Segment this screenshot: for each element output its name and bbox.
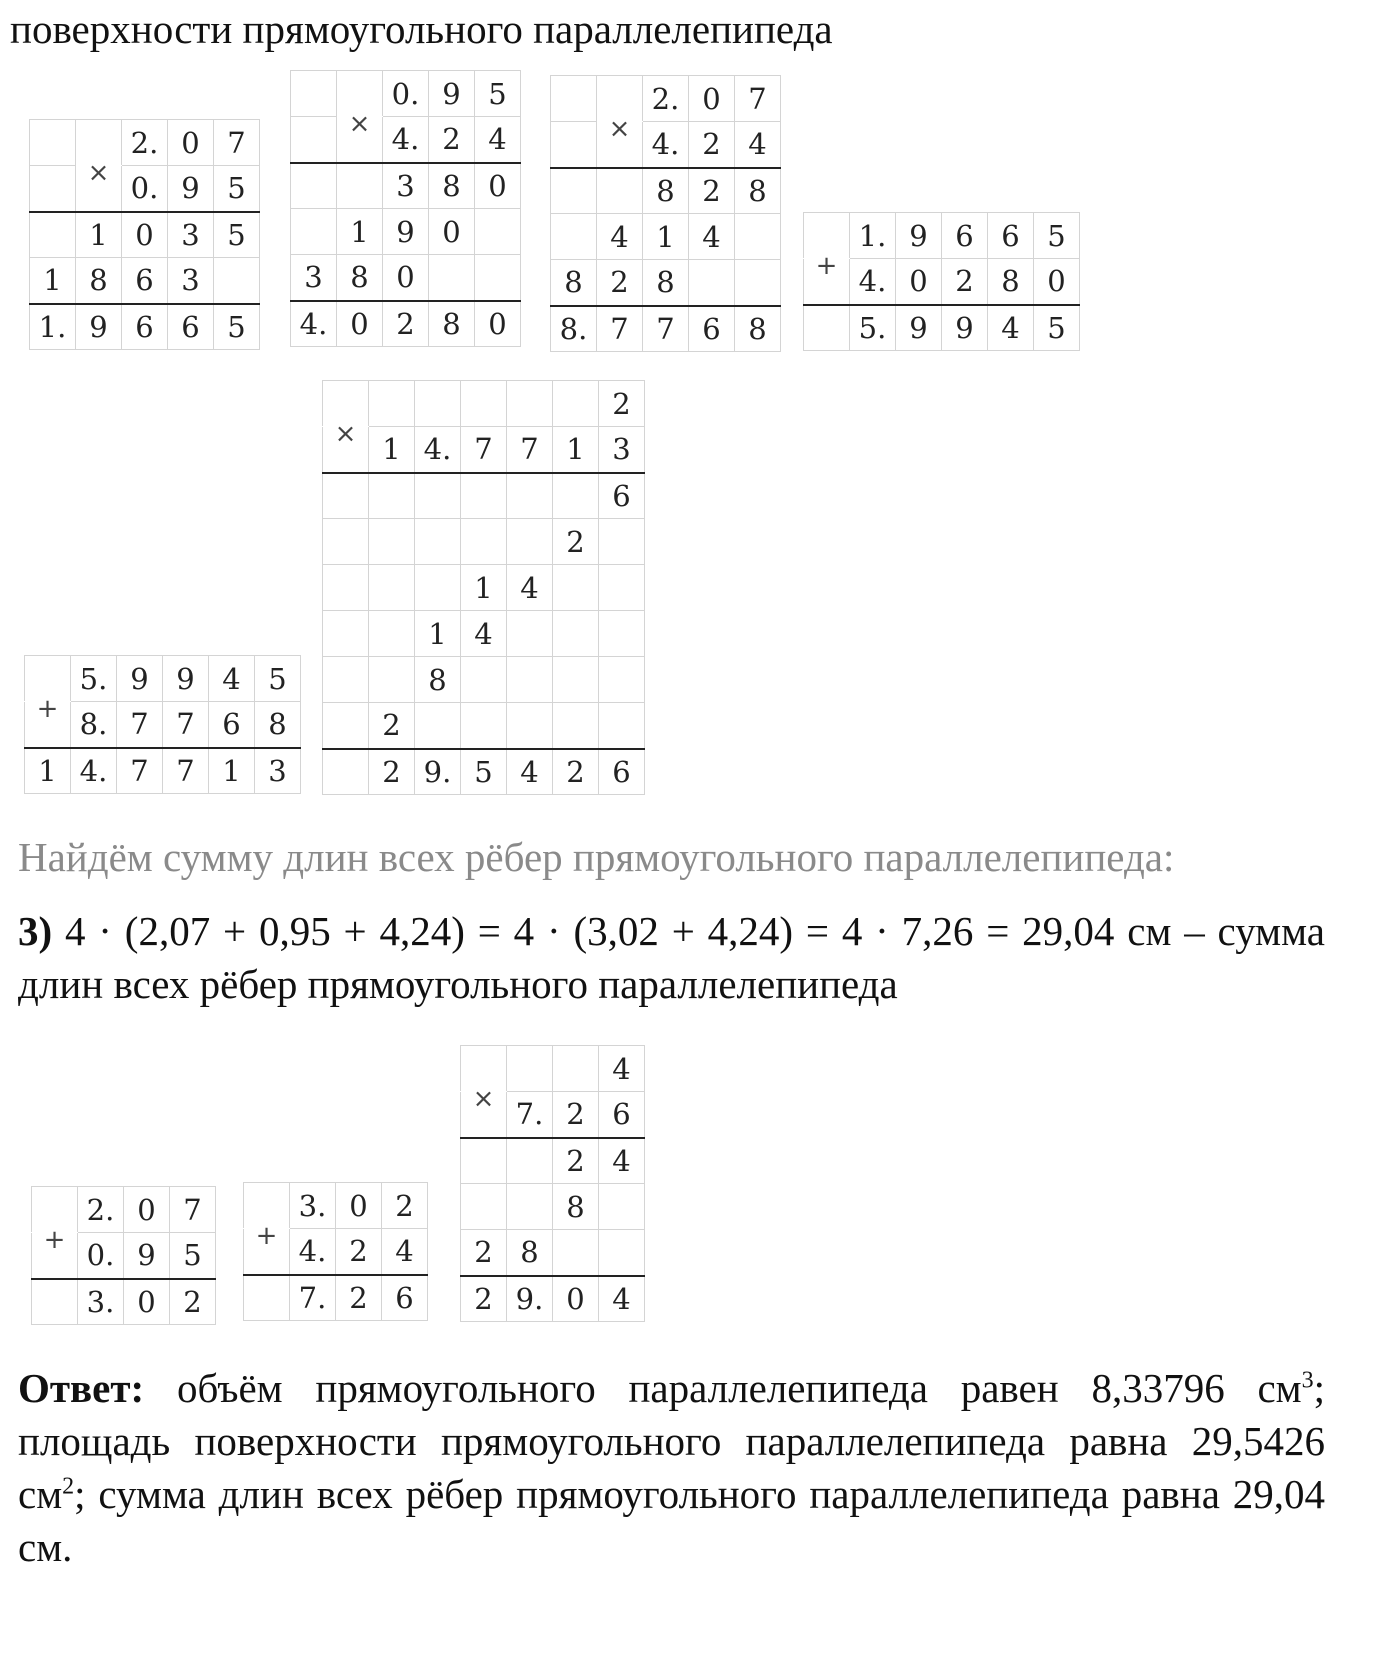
grid-cell: 7. [290, 1275, 336, 1321]
grid-cell: 4. [850, 259, 896, 305]
grid-cell: 9 [76, 304, 122, 350]
grid-cell: 4. [291, 301, 337, 347]
grid-cell [553, 1230, 599, 1276]
grid-cell: 9 [383, 209, 429, 255]
grid-cell: 6 [599, 473, 645, 519]
grid-row [30, 304, 260, 350]
grid-cell: 7 [507, 427, 553, 473]
grid-cell: 9 [896, 305, 942, 351]
grid-cell [599, 703, 645, 749]
grid-cell [599, 1184, 645, 1230]
grid-cell [507, 703, 553, 749]
grid-cell: 4. [643, 122, 689, 168]
grid-cell: 2 [689, 168, 735, 214]
grid-cell [337, 163, 383, 209]
grid-cell: 1. [30, 304, 76, 350]
grid-cell: 3 [255, 748, 301, 794]
grid-cell [369, 473, 415, 519]
grid-cell [599, 657, 645, 703]
grid-cell [597, 168, 643, 214]
grid-cell: 5 [214, 212, 260, 258]
grid-cell [551, 168, 597, 214]
grid-cell [553, 381, 599, 427]
grid-cell [429, 255, 475, 301]
grid-row [291, 163, 521, 209]
grid-cell [551, 214, 597, 260]
grid-cell: 2. [122, 120, 168, 166]
grid-cell: 5 [255, 656, 301, 702]
grid-cell: 5 [461, 749, 507, 795]
grid-sum-302-424 [243, 1182, 428, 1321]
grid-row [461, 1230, 645, 1276]
grid-cell: 4. [415, 427, 461, 473]
grid-row [551, 306, 781, 352]
grid-cell: 1. [850, 213, 896, 259]
grid-row [30, 258, 260, 304]
grid-cell: 0 [553, 1276, 599, 1322]
grid-mult-207-095 [29, 119, 260, 350]
operator-sign: + [244, 1206, 290, 1252]
grid-cell: 8 [735, 306, 781, 352]
grid-cell [323, 749, 369, 795]
grid-cell [553, 703, 599, 749]
grid-cell: 2 [689, 122, 735, 168]
grid-cell [507, 381, 553, 427]
grid-cell: 7 [643, 306, 689, 352]
grid-cell: 8 [643, 168, 689, 214]
grid-cell: 8 [735, 168, 781, 214]
step3-expression: 4 · (2,07 + 0,95 + 4,24) = 4 · (3,02 + 4,24) = 4 · 7,26 = 29,04 см – сумма [64, 908, 1325, 954]
operator-sign: + [804, 236, 850, 282]
answer-sup2: 2 [62, 1473, 75, 1500]
grid-cell [553, 657, 599, 703]
grid-row [30, 212, 260, 258]
grid-cell [369, 611, 415, 657]
operator-sign: × [337, 94, 383, 140]
operator-sign: + [25, 679, 71, 725]
grid-cell: 9 [168, 166, 214, 212]
operator-sign: × [76, 143, 122, 189]
grid-cell: 0 [429, 209, 475, 255]
grid-cell: 2 [461, 1230, 507, 1276]
grid-row [461, 1184, 645, 1230]
grid-cell [461, 1184, 507, 1230]
grid-cell: 5 [475, 71, 521, 117]
grid-sum-207-095 [31, 1186, 216, 1325]
grid-cell: 7. [507, 1092, 553, 1138]
grid-cell: 2 [599, 381, 645, 427]
grid-cell [323, 657, 369, 703]
grid-cell: 8 [551, 260, 597, 306]
grid-cell [507, 1138, 553, 1184]
grid-cell [415, 519, 461, 565]
grid-row [291, 209, 521, 255]
grid-cell [461, 473, 507, 519]
grid-cell: 1 [337, 209, 383, 255]
grid-cell: 6 [122, 304, 168, 350]
grid-cell: 1 [76, 212, 122, 258]
grid-cell: 4 [507, 749, 553, 795]
grid-cell [689, 260, 735, 306]
grid-cell: 4 [735, 122, 781, 168]
grid-cell: 5. [71, 656, 117, 702]
grid-cell: 0 [124, 1279, 170, 1325]
grid-cell: 2 [553, 519, 599, 565]
grid-cell [804, 305, 850, 351]
grid-cell: 7 [597, 306, 643, 352]
grid-cell [323, 519, 369, 565]
grid-cell [244, 1275, 290, 1321]
grid-cell [415, 381, 461, 427]
grid-cell [507, 519, 553, 565]
grid-cell: 0 [336, 1183, 382, 1229]
grid-cell [369, 519, 415, 565]
grid-cell: 2 [553, 1138, 599, 1184]
grid-cell [553, 473, 599, 519]
grid-row [30, 166, 260, 212]
grid-cell [599, 611, 645, 657]
grid-cell: 5 [170, 1233, 216, 1279]
grid-cell: 3 [599, 427, 645, 473]
grid-cell [599, 565, 645, 611]
grid-cell: 8 [429, 163, 475, 209]
grid-cell [323, 703, 369, 749]
grid-cell: 9. [507, 1276, 553, 1322]
step3-label: 3) [18, 908, 53, 954]
grid-row [804, 213, 1080, 259]
answer-part1: объём прямоугольного параллелепипеда равен 8,33796 см [176, 1365, 1302, 1411]
grid-cell [291, 163, 337, 209]
grid-cell [30, 212, 76, 258]
grid-cell: 4 [988, 305, 1034, 351]
grid-cell: 7 [170, 1187, 216, 1233]
grid-cell: 8. [551, 306, 597, 352]
grid-cell: 8. [71, 702, 117, 748]
grid-cell: 0. [78, 1233, 124, 1279]
grid-cell: 0. [383, 71, 429, 117]
grid-cell: 8 [553, 1184, 599, 1230]
grid-cell [475, 209, 521, 255]
grid-cell [553, 1046, 599, 1092]
grid-row [244, 1275, 428, 1321]
grid-cell: 7 [735, 76, 781, 122]
grid-cell: 4 [599, 1138, 645, 1184]
grid-cell: 7 [163, 748, 209, 794]
grid-row [804, 305, 1080, 351]
grid-cell: 2 [369, 703, 415, 749]
grid-cell: 4 [689, 214, 735, 260]
grid-cell [323, 611, 369, 657]
answer-part2: ; площадь поверхности прямоугольного параллелепипеда равна 29,5426 см [18, 1365, 1325, 1517]
grid-cell: 2 [942, 259, 988, 305]
grid-row [551, 122, 781, 168]
grid-cell: 9 [896, 213, 942, 259]
grid-cell: 0 [383, 255, 429, 301]
grid-cell: 2 [369, 749, 415, 795]
grid-cell [369, 381, 415, 427]
grid-cell: 5 [214, 166, 260, 212]
grid-row [32, 1187, 216, 1233]
grid-cell [507, 473, 553, 519]
grid-cell: 1 [643, 214, 689, 260]
grid-cell: 9 [163, 656, 209, 702]
grid-cell: 4 [599, 1046, 645, 1092]
grid-cell [369, 565, 415, 611]
grid-cell: 4. [290, 1229, 336, 1275]
grid-cell [30, 120, 76, 166]
grid-cell [291, 117, 337, 163]
grid-cell [415, 703, 461, 749]
grid-cell: 2 [383, 301, 429, 347]
grid-cell: 5 [1034, 305, 1080, 351]
grid-cell: 0 [124, 1187, 170, 1233]
grid-cell [507, 611, 553, 657]
grid-cell: 4. [383, 117, 429, 163]
grid-cell: 1 [30, 258, 76, 304]
step3-line2: длин всех рёбер прямоугольного параллелепипеда [18, 961, 898, 1007]
grid-cell: 2 [553, 749, 599, 795]
grid-cell [369, 657, 415, 703]
grid-cell: 7 [461, 427, 507, 473]
grid-cell: 9 [117, 656, 163, 702]
grid-cell: 6 [599, 1092, 645, 1138]
grid-sum-59945-87768 [24, 655, 301, 794]
grid-cell: 1 [209, 748, 255, 794]
grid-row [323, 473, 645, 519]
operator-sign: × [461, 1069, 507, 1115]
grid-cell: 7 [163, 702, 209, 748]
grid-mult-726-4 [460, 1045, 645, 1322]
grid-cell: 1 [461, 565, 507, 611]
grid-cell: 8 [643, 260, 689, 306]
grid-cell: 6 [599, 749, 645, 795]
grid-cell: 5. [850, 305, 896, 351]
answer-sup1: 3 [1301, 1367, 1314, 1394]
grid-cell: 5 [214, 304, 260, 350]
grid-cell: 4 [461, 611, 507, 657]
grid-cell [323, 565, 369, 611]
grid-cell [507, 657, 553, 703]
grid-row [291, 71, 521, 117]
grid-row [323, 749, 645, 795]
grid-cell: 9 [124, 1233, 170, 1279]
grid-row [323, 703, 645, 749]
grid-cell: 0 [475, 301, 521, 347]
grid-cell: 6 [382, 1275, 428, 1321]
grid-cell [551, 76, 597, 122]
grid-cell: 2 [170, 1279, 216, 1325]
grid-cell [475, 255, 521, 301]
grid-cell: 3 [168, 258, 214, 304]
grid-cell [415, 565, 461, 611]
grid-cell [214, 258, 260, 304]
answer-paragraph [18, 1362, 1325, 1574]
section-heading: Найдём сумму длин всех рёбер прямоугольного параллелепипеда: [18, 834, 1175, 880]
grid-cell: 8 [255, 702, 301, 748]
grid-row [551, 214, 781, 260]
grid-cell: 1 [415, 611, 461, 657]
grid-cell [599, 1230, 645, 1276]
grid-cell: 1 [25, 748, 71, 794]
grid-cell: 1 [369, 427, 415, 473]
grid-cell: 2 [336, 1229, 382, 1275]
grid-cell: 0 [337, 301, 383, 347]
grid-mult-147713-2 [322, 380, 645, 795]
grid-row [244, 1183, 428, 1229]
grid-cell: 8 [429, 301, 475, 347]
grid-row [323, 381, 645, 427]
grid-cell [507, 1046, 553, 1092]
grid-cell: 8 [507, 1230, 553, 1276]
grid-cell [30, 166, 76, 212]
grid-cell: 0. [122, 166, 168, 212]
grid-cell: 2 [553, 1092, 599, 1138]
grid-cell [461, 381, 507, 427]
grid-cell: 3. [290, 1183, 336, 1229]
operator-sign: + [32, 1210, 78, 1256]
grid-cell: 2. [78, 1187, 124, 1233]
grid-cell: 3. [78, 1279, 124, 1325]
grid-cell: 7 [214, 120, 260, 166]
grid-cell [291, 71, 337, 117]
grid-cell: 6 [168, 304, 214, 350]
grid-cell: 6 [689, 306, 735, 352]
grid-cell: 2 [597, 260, 643, 306]
operator-sign: × [597, 99, 643, 145]
grid-cell [735, 260, 781, 306]
grid-cell: 5 [1034, 213, 1080, 259]
grid-cell: 2 [461, 1276, 507, 1322]
grid-cell [599, 519, 645, 565]
grid-cell: 4 [209, 656, 255, 702]
answer-label: Ответ: [18, 1365, 145, 1411]
grid-cell: 2 [429, 117, 475, 163]
grid-cell: 4 [599, 1276, 645, 1322]
grid-cell [323, 473, 369, 519]
grid-cell: 9 [942, 305, 988, 351]
grid-row [30, 120, 260, 166]
grid-cell: 0 [475, 163, 521, 209]
grid-cell [553, 565, 599, 611]
grid-cell: 0 [689, 76, 735, 122]
grid-row [461, 1276, 645, 1322]
grid-row [551, 76, 781, 122]
grid-cell [461, 703, 507, 749]
grid-cell: 6 [988, 213, 1034, 259]
grid-row [291, 301, 521, 347]
grid-cell [551, 122, 597, 168]
grid-cell: 7 [117, 702, 163, 748]
grid-mult-207-424 [550, 75, 781, 352]
grid-cell [415, 473, 461, 519]
grid-cell: 8 [988, 259, 1034, 305]
grid-cell: 4 [475, 117, 521, 163]
grid-cell: 4. [71, 748, 117, 794]
grid-cell: 4 [507, 565, 553, 611]
grid-cell: 2 [382, 1183, 428, 1229]
grid-cell: 0 [1034, 259, 1080, 305]
grid-cell [461, 657, 507, 703]
grid-cell [507, 1184, 553, 1230]
grid-cell: 2. [643, 76, 689, 122]
grid-row [551, 260, 781, 306]
grid-cell [553, 611, 599, 657]
grid-row [323, 427, 645, 473]
grid-cell: 3 [168, 212, 214, 258]
grid-row [323, 657, 645, 703]
grid-cell: 9 [429, 71, 475, 117]
grid-cell: 3 [383, 163, 429, 209]
grid-cell [461, 519, 507, 565]
grid-cell [735, 214, 781, 260]
operator-sign: × [323, 404, 369, 450]
grid-row [323, 519, 645, 565]
grid-cell: 7 [117, 748, 163, 794]
grid-cell: 6 [209, 702, 255, 748]
grid-cell: 9. [415, 749, 461, 795]
answer-part3: ; сумма длин всех рёбер прямоугольного параллелепипеда равна 29,04 см. [18, 1471, 1325, 1570]
grid-row [551, 168, 781, 214]
grid-mult-095-424 [290, 70, 521, 347]
grid-cell: 0 [896, 259, 942, 305]
grid-row [323, 565, 645, 611]
grid-cell: 0 [168, 120, 214, 166]
grid-cell: 2 [336, 1275, 382, 1321]
grid-cell: 0 [122, 212, 168, 258]
grid-sum-19665-40280 [803, 212, 1080, 351]
grid-cell: 8 [415, 657, 461, 703]
grid-row [461, 1138, 645, 1184]
grid-cell: 3 [291, 255, 337, 301]
grid-cell [291, 209, 337, 255]
grid-cell: 8 [337, 255, 383, 301]
grid-cell: 4 [597, 214, 643, 260]
grid-row [25, 748, 301, 794]
grid-row [461, 1046, 645, 1092]
grid-row [32, 1279, 216, 1325]
step3-line1 [18, 904, 1325, 959]
grid-cell: 6 [942, 213, 988, 259]
top-line: поверхности прямоугольного параллелепипеда [10, 6, 833, 52]
grid-cell: 4 [382, 1229, 428, 1275]
grid-cell: 1 [553, 427, 599, 473]
grid-row [25, 656, 301, 702]
grid-row [323, 611, 645, 657]
grid-cell [461, 1138, 507, 1184]
grid-cell: 8 [76, 258, 122, 304]
grid-cell: 6 [122, 258, 168, 304]
grid-row [291, 117, 521, 163]
grid-cell [32, 1279, 78, 1325]
grid-row [291, 255, 521, 301]
